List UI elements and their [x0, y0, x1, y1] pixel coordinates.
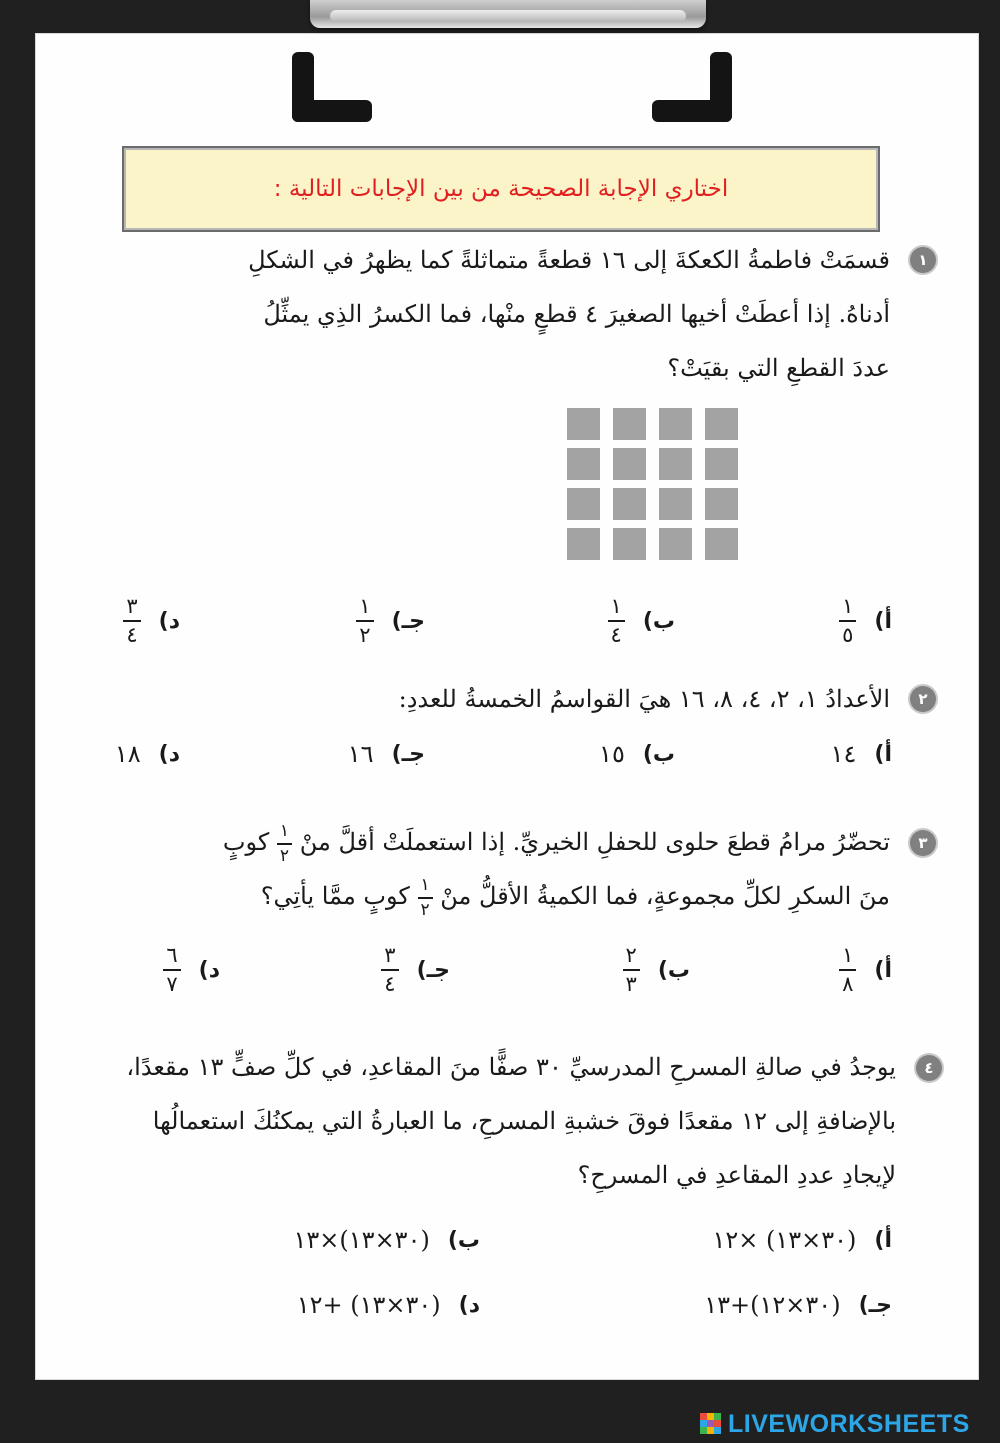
half-fraction: $\frac{١}{٢}$ [277, 823, 292, 865]
option-letter: جـ) [391, 741, 425, 767]
option-letter: أ) [874, 741, 892, 767]
cake-piece [659, 448, 692, 480]
option-value: ١٤ [830, 740, 857, 768]
q3-option-b[interactable] [623, 945, 690, 995]
half-fraction: $\frac{١}{٢}$ [418, 877, 433, 919]
cake-piece [705, 528, 738, 560]
question-number-badge: ٤ [916, 1055, 942, 1081]
q4-option-c[interactable] [704, 1291, 892, 1319]
question-line: لإيجادِ عددِ المقاعدِ في المسرحِ؟ [577, 1161, 896, 1189]
q2-option-d[interactable] [115, 740, 180, 768]
option-value: (٣٠×١٣) ×١٢ [712, 1226, 857, 1254]
clip-bar-highlight [330, 10, 686, 22]
option-fraction: $\frac{٣}{٤}$ [381, 945, 398, 995]
option-fraction: $\frac{١}{٤}$ [608, 596, 625, 646]
q1-option-c[interactable] [356, 596, 425, 646]
cake-piece [567, 488, 600, 520]
option-value: (٣٠×١٣) +١٢ [296, 1291, 441, 1319]
question-4-text [126, 1040, 896, 1202]
brand-grid-icon [700, 1413, 722, 1435]
question-line: الأعدادُ ١، ٢، ٤، ٨، ١٦ هيَ القواسمُ الخمسةُ للعددِ: [398, 685, 890, 713]
option-letter: أ) [874, 1227, 892, 1253]
option-letter: د) [458, 1292, 480, 1318]
cake-piece [613, 528, 646, 560]
question-line: عددَ القطعِ التي بقيَتْ؟ [667, 354, 890, 382]
question-line: يوجدُ في صالةِ المسرحِ المدرسيِّ ٣٠ صفًّا منَ المقاعدِ، في كلِّ صفٍّ ١٣ مقعدًا، [126, 1053, 896, 1081]
instruction-text: اختاري الإجابة الصحيحة من بين الإجابات التالية : [273, 176, 729, 202]
option-fraction: $\frac{١}{٢}$ [356, 596, 373, 646]
option-fraction: $\frac{٢}{٣}$ [623, 945, 640, 995]
option-letter: أ) [874, 608, 892, 634]
question-number-badge: ٣ [910, 830, 936, 856]
question-line: بالإضافةِ إلى ١٢ مقعدًا فوقَ خشبةِ المسرحِ، ما العبارةُ التي يمكنُكَ استعمالُها [152, 1107, 896, 1135]
cake-piece [659, 488, 692, 520]
option-value: ١٥ [599, 740, 625, 768]
option-letter: جـ) [858, 1292, 892, 1318]
question-number-badge: ١ [910, 247, 936, 273]
question-line: أدناهُ. إذا أعطَتْ أخيها الصغيرَ ٤ قطعٍ منْها، فما الكسرُ الذِي يمثِّلُ [263, 300, 890, 328]
option-letter: د) [158, 608, 180, 634]
clip-left-bracket [292, 52, 372, 122]
q2-option-a[interactable] [831, 740, 892, 768]
option-letter: جـ) [391, 608, 425, 634]
q1-option-d[interactable] [123, 596, 180, 646]
cake-piece [705, 488, 738, 520]
q1-option-a[interactable] [839, 596, 892, 646]
question-1-text [248, 233, 890, 395]
q1-option-b[interactable] [608, 596, 675, 646]
q2-option-b[interactable] [599, 740, 675, 768]
option-letter: ب) [447, 1227, 480, 1253]
question-3-text [223, 815, 890, 923]
option-value: (٣٠×١٣)×١٣ [293, 1226, 430, 1254]
option-letter: ب) [642, 741, 675, 767]
cake-piece [567, 528, 600, 560]
q4-option-d[interactable] [297, 1291, 480, 1319]
cake-piece [613, 408, 646, 440]
cake-piece [659, 408, 692, 440]
question-number-badge: ٢ [910, 686, 936, 712]
q3-option-a[interactable] [839, 945, 892, 995]
q4-option-a[interactable] [712, 1226, 892, 1254]
cake-piece [705, 448, 738, 480]
option-letter: د) [198, 957, 220, 983]
brand-name: LIVEWORKSHEETS [728, 1409, 970, 1438]
option-value: ١٦ [347, 740, 374, 768]
question-line: قسمَتْ فاطمةُ الكعكةَ إلى ١٦ قطعةً متماثلةً كما يظهرُ في الشكلِ [248, 246, 890, 274]
option-fraction: $\frac{١}{٨}$ [839, 945, 856, 995]
q4-option-b[interactable] [294, 1226, 480, 1254]
option-fraction: $\frac{١}{٥}$ [839, 596, 856, 646]
option-letter: ب) [642, 608, 675, 634]
option-fraction: $\frac{٣}{٤}$ [123, 596, 140, 646]
cake-piece [567, 448, 600, 480]
cake-piece [659, 528, 692, 560]
option-letter: ب) [657, 957, 690, 983]
option-letter: أ) [874, 957, 892, 983]
option-letter: د) [158, 741, 180, 767]
cake-piece [705, 408, 738, 440]
question-line: تحضّرُ مرامُ قطعَ حلوى للحفلِ الخيريِّ. إذا استعملَتْ أقلَّ منْ $\frac{١}{٢}$ كوبٍ [222, 820, 890, 866]
instruction-box [122, 146, 880, 232]
option-value: (٣٠×١٢)+١٣ [704, 1291, 841, 1319]
option-letter: جـ) [416, 957, 450, 983]
cake-piece [613, 448, 646, 480]
option-value: ١٨ [114, 740, 141, 768]
liveworksheets-logo[interactable] [700, 1410, 970, 1438]
q3-option-d[interactable] [163, 945, 220, 995]
clip-right-bracket [652, 52, 732, 122]
question-2-text [399, 672, 890, 726]
cake-piece [613, 488, 646, 520]
cake-piece [567, 408, 600, 440]
cake-pieces-figure [567, 408, 737, 560]
q3-option-c[interactable] [381, 945, 450, 995]
question-line: منَ السكرِ لكلِّ مجموعةٍ، فما الكميةُ الأقلُّ منْ $\frac{١}{٢}$ كوبٍ ممَّا يأتِي؟ [260, 874, 890, 920]
q2-option-c[interactable] [348, 740, 425, 768]
option-fraction: $\frac{٦}{٧}$ [163, 945, 180, 995]
